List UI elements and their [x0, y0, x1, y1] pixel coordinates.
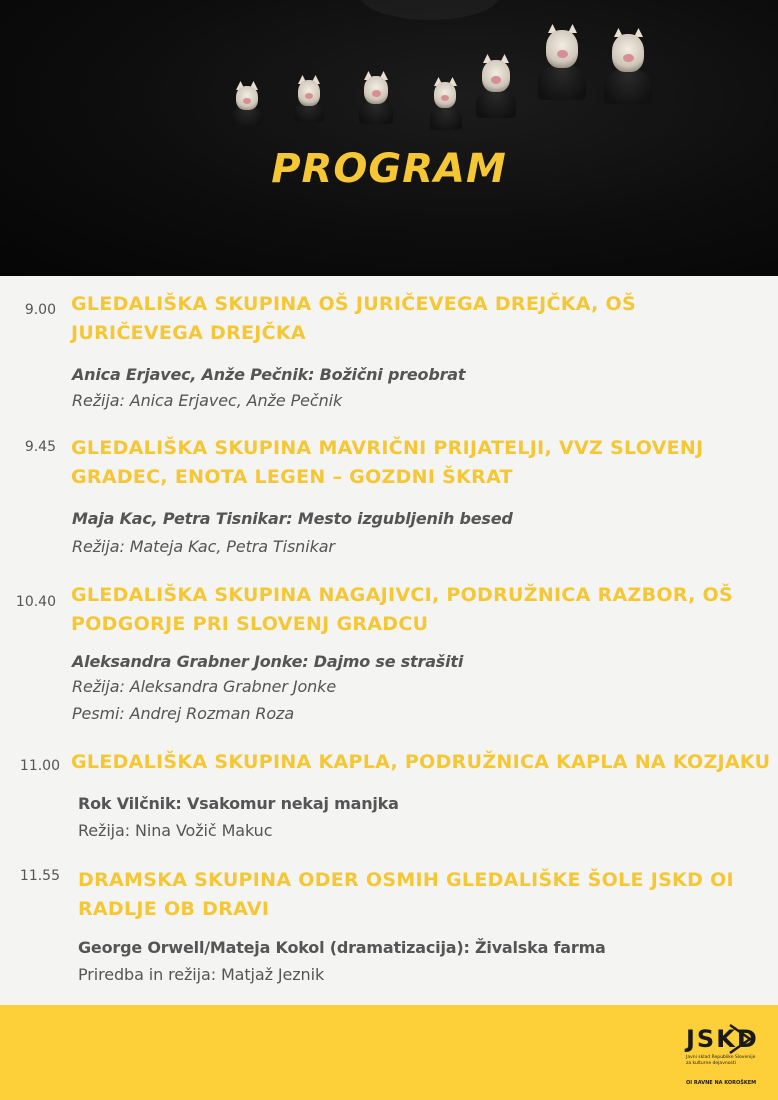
page-title: PROGRAM [271, 146, 507, 192]
entry-time: 11.00 [19, 758, 60, 774]
logo-subtitle: Javni sklad Republike Slovenije za kulturne dejavnosti [686, 1055, 756, 1066]
entry-time: 9.00 [24, 302, 56, 318]
entry-play-title: Aleksandra Grabner Jonke: Dajmo se strašiti [72, 652, 464, 671]
logo-mark-icon [726, 1023, 754, 1055]
entry-credit: Pesmi: Andrej Rozman Roza [72, 704, 295, 723]
entry-group-title: GLEDALIŠKA SKUPINA MAVRIČNI PRIJATELJI, VVZ SLOVENJ GRADEC, ENOTA LEGEN – GOZDNI ŠKRAT [71, 437, 704, 488]
logo-region: OI RAVNE NA KOROŠKEM [686, 1080, 757, 1086]
entry-group-title: GLEDALIŠKA SKUPINA OŠ JURIČEVEGA DREJČKA, OŠ JURIČEVEGA DREJČKA [71, 293, 636, 344]
jskd-logo [686, 1025, 759, 1095]
entry-time: 10.40 [15, 594, 56, 610]
entry-credit: Režija: Aleksandra Grabner Jonke [72, 677, 337, 696]
entry-play-title: George Orwell/Mateja Kokol (dramatizacija): Živalska farma [78, 938, 606, 957]
entry-group-title: DRAMSKA SKUPINA ODER OSMIH GLEDALIŠKE ŠOLE JSKD OI RADLJE OB DRAVI [78, 869, 734, 920]
entry-credit: Režija: Nina Vožič Makuc [78, 821, 273, 840]
stage-light [360, 0, 500, 20]
footer-bar [0, 1005, 778, 1100]
entry-play-title: Maja Kac, Petra Tisnikar: Mesto izgubljenih besed [72, 509, 513, 528]
entry-group-title: GLEDALIŠKA SKUPINA KAPLA, PODRUŽNICA KAPLA NA KOZJAKU [71, 751, 771, 773]
entry-credit: Priredba in režija: Matjaž Jeznik [78, 965, 325, 984]
entry-time: 9.45 [24, 439, 56, 455]
entry-group-title: GLEDALIŠKA SKUPINA NAGAJIVCI, PODRUŽNICA RAZBOR, OŠ PODGORJE PRI SLOVENJ GRADCU [71, 584, 733, 635]
entry-time: 11.55 [19, 868, 60, 884]
entry-credit: Režija: Mateja Kac, Petra Tisnikar [72, 537, 335, 556]
hero-photo [0, 0, 778, 276]
logo-wordmark: JSKD [686, 1025, 759, 1053]
entry-credit: Režija: Anica Erjavec, Anže Pečnik [72, 391, 343, 410]
entry-play-title: Anica Erjavec, Anže Pečnik: Božični preobrat [72, 365, 466, 384]
entry-play-title: Rok Vilčnik: Vsakomur nekaj manjka [78, 794, 399, 813]
